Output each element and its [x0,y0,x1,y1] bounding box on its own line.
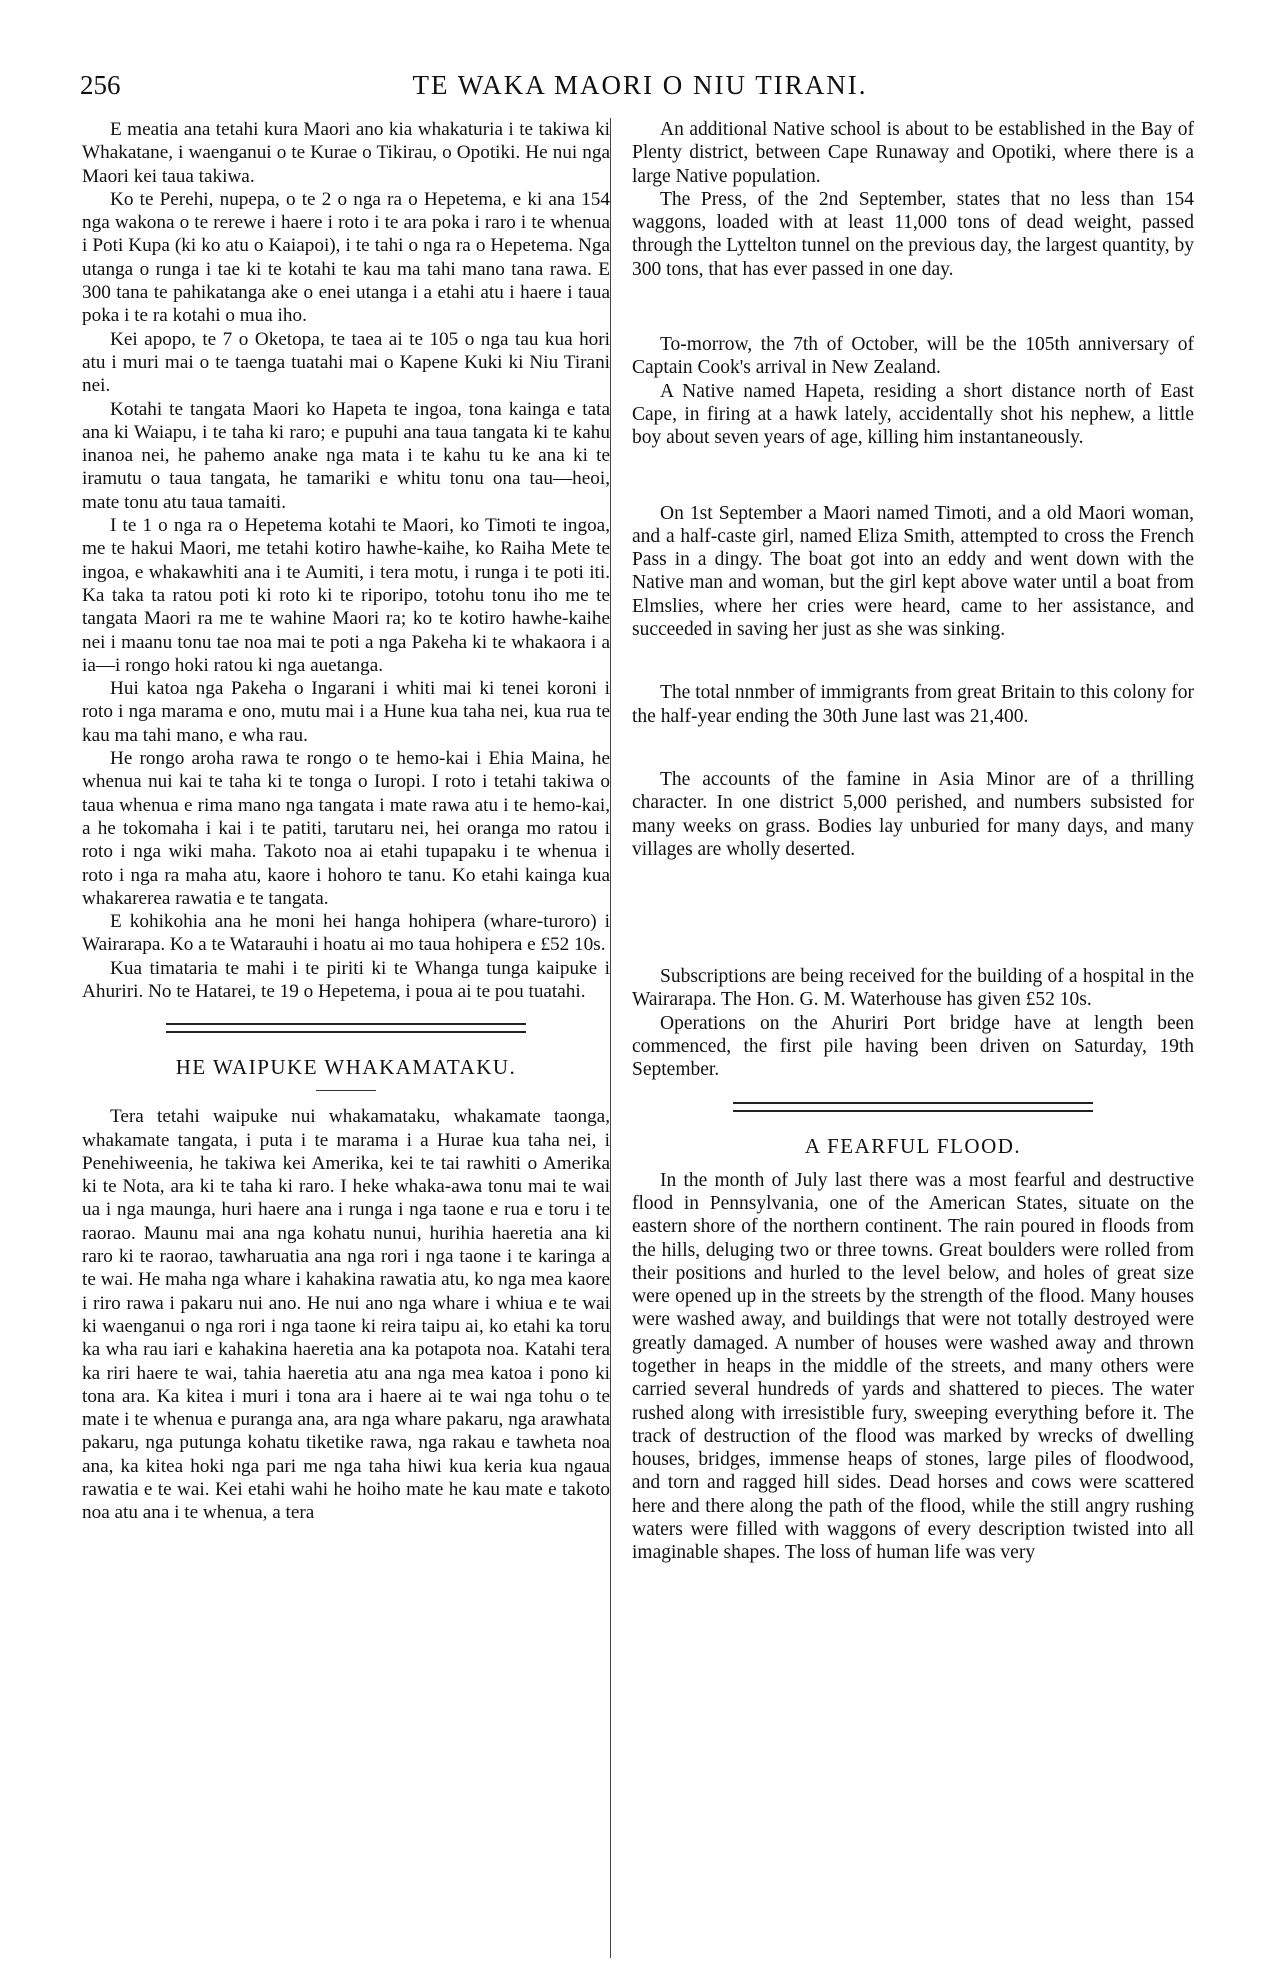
heading-rule [316,1090,376,1091]
article-paragraph: Tera tetahi waipuke nui whakamataku, whakamate taonga, whakamate tangata, i puta i te marama i a Hurae kua taha nei, i Penehiweenia, he takiwa kei Amerika, kei te tai rawhiti o Amerika ki te Nota, ara ki te taha ki raro. I heke whaka-awa tonu mai te wai ua i nga maunga, huri haere ana i runga i nga taone e rua e toru i te raorao. Maunu mai ana nga kohatu nunui, hurihia haeretia ana ki raro ki te raorao, tawharuatia ana nga rori i nga taone i te karinga a te wai. He maha nga whare i kahakina rawatia atu, ko nga mea kaore i riro rawa i pakaru nui ano. He nui ano nga whare i whiua e te wai ki waenganui o nga rori i nga taone ki reira taipu ai, ko etahi ka toru ka wha rau iari e kahakina haeretia ana ka potapota noa. Katahi tera ka riri haere te wai, tahia haeretia atu ana nga mea katoa i pono ki tona ara. Ka kitea i muri i tona ara i haere ai te wai nga tohu o te mate i te whenua e puranga ana, ara nga whare pakaru, nga arawhata pakaru, nga putunga kohatu tiketike rawa, nga rakau e tawheta noa ana, ka kitea hoki nga pari me nga taha hiwi kua keria kua ngaua rawatia e te wai. Kei etahi wahi he hoiho mate he kau mate e takoto noa atu ana i te whenua, a tera [82,1106,610,1524]
article-paragraph: Ko te Perehi, nupepa, o te 2 o nga ra o Hepetema, e ki ana 154 nga wakona o te rerewe i haere i roto i te ara poka i raro i te whenua i Poti Kupa (ki ko atu o Kaiapoi), i te tahi o nga ra o Hepetema. Nga utanga o runga i tae ki te kotahi te kau ma tahi mano tana rawa. E 300 tana te pahikatanga ake o enei utanga i a etahi atu i haere i taua poka i te ra kotahi o mua iho. [82,188,610,327]
article-paragraph: On 1st September a Maori named Timoti, and a old Maori woman, and a half-caste girl, named Eliza Smith, attempted to cross the French Pass in a dingy. The boat got into an eddy and went down with the Native man and woman, but the girl kept above water until a boat from Elmslies, where her cries were heard, came to her assistance, and succeeded in saving her just as she was sinking. [632,502,1194,641]
article-gap [632,641,1194,681]
article-gap [632,281,1194,333]
article-paragraph: Hui katoa nga Pakeha o Ingarani i whiti mai ki tenei koroni i roto i nga marama e ono, mutu mai i a Hune kua taha nei, kua rua te kau ma tahi mano, e wha rau. [82,678,610,746]
article-paragraph: Kotahi te tangata Maori ko Hapeta te ingoa, tona kainga e tata ana ki Waiapu, i te taha ki raro; e pupuhi ana taua tangata ki te kahu inanoa nei, he pahemo anake nga mata i te kahu tu ke ana ki te iramutu o taua tangata, he tamariki e whitu tonu ona tau—heoi, mate tonu atu taua tamaiti. [82,398,610,513]
section-heading: HE WAIPUKE WHAKAMATAKU. [175,1055,517,1080]
article-gap [632,861,1194,913]
page-header [80,70,1200,110]
article-gap [632,450,1194,502]
article-paragraph: Kua timataria te mahi i te piriti ki te Whanga tunga kaipuke i Ahuriri. No te Hatarei, te 19 o Hepetema, i poua ai te pou tuatahi. [82,957,610,1002]
section-divider [166,1023,526,1033]
article-paragraph: The total nnmber of immigrants from great Britain to this colony for the half-year ending the 30th June last was 21,400. [632,682,1194,727]
article-paragraph: E kohikohia ana he moni hei hanga hohipera (whare-turoro) i Wairarapa. Ko a te Watarauhi i hoatu ai mo taua hohipera e £52 10s. [82,911,610,956]
article-paragraph: An additional Native school is about to be established in the Bay of Plenty district, between Cape Runaway and Opotiki, where there is a large Native population. [632,119,1194,187]
article-paragraph: E meatia ana tetahi kura Maori ano kia whakaturia i te takiwa ki Whakatane, i waenganui o te Kurae o Tikirau, o Opotiki. He nui nga Maori kei taua takiwa. [82,119,610,187]
article-paragraph: I te 1 o nga ra o Hepetema kotahi te Maori, ko Timoti te ingoa, me te hakui Maori, me tetahi kotiro hawhe-kaihe, ko Raiha Mete te ingoa, e whakawhiti ana i te Aumiti, i tera motu, i runga i te poti iti. Ka taka ta ratou poti ki roto ki te riporipo, totohu tonu iho me te tangata Maori ra me te wahine Maori ra; ko te kotiro hawhe-kaihe nei i maanu tonu tae noa mai te poti a nga Pakeha ki te whakaora i a ia—i rongo hoki ratou ki nga auetanga. [82,515,610,676]
article-paragraph: Operations on the Ahuriri Port bridge have at length been commenced, the first pile having been driven on Saturday, 19th September. [632,1012,1194,1081]
article-paragraph: The accounts of the famine in Asia Minor are of a thrilling character. In one district 5,000 perished, and numbers subsisted for many weeks on grass. Bodies lay unburied for many days, and many villages are wholly deserted. [632,768,1194,860]
article-gap [632,728,1194,768]
article-paragraph: A Native named Hapeta, residing a short distance north of East Cape, in firing at a hawk lately, accidentally shot his nephew, a little boy about seven years of age, killing him instantaneously. [632,380,1194,449]
column-divider [610,118,611,1958]
article-paragraph: Subscriptions are being received for the building of a hospital in the Wairarapa. The Hon. G. M. Waterhouse has given £52 10s. [632,966,1194,1011]
section-divider [733,1102,1093,1112]
left-column [82,118,610,1525]
heading-gap [632,1159,1194,1169]
section-heading: A FEARFUL FLOOD. [804,1133,1022,1158]
article-paragraph: He rongo aroha rawa te rongo o te hemo-kai i Ehia Maina, he whenua nui kai te taha ki te tonga o Iuropi. I roto i tetahi takiwa o taua whenua e rima mano nga tangata i mate rawa atu i te hemo-kai, a he tokomaha i kai i te patiti, tarutaru nei, hei oranga mo ratou i roto i nga wiki maha. Takoto noa ai etahi tupapaku i te whenua i roto i nga ra maha atu, kaore i hohoro te tanu. Ko etahi kainga kua whakarerea rawatia e te tangata. [82,748,610,909]
running-title: TE WAKA MAORI O NIU TIRANI. [412,70,868,100]
right-column [632,118,1194,1565]
article-paragraph: The Press, of the 2nd September, states that no less than 154 waggons, loaded with at least 11,000 tons of dead weight, passed through the Lyttelton tunnel on the previous day, the largest quantity, by 300 tons, that has ever passed in one day. [632,188,1194,280]
article-gap [632,913,1194,965]
article-paragraph: To-morrow, the 7th of October, will be the 105th anniversary of Captain Cook's arrival in New Zealand. [632,334,1194,379]
article-paragraph: In the month of July last there was a most fearful and destructive flood in Pennsylvania, one of the American States, situate on the eastern shore of the northern continent. The rain poured in floods from the hills, deluging two or three towns. Great boulders were rolled from their positions and hurled to the level below, and holes of great size were opened up in the streets by the strength of the flood. Many houses were washed away, and buildings that were not totally destroyed were greatly damaged. A number of houses were washed away and thrown together in heaps in the middle of the streets, and many others were carried several hundreds of yards and shattered to pieces. The water rushed along with irresistible fury, sweeping everything before it. The track of destruction of the flood was marked by wrecks of dwelling houses, bridges, immense heaps of stones, large piles of floodwood, and torn and ragged hill sides. Dead horses and cows were scattered here and there along the path of the flood, while the still angry rushing waters were filled with waggons of every description twisted into all imaginable shapes. The loss of human life was very [632,1169,1194,1564]
article-paragraph: Kei apopo, te 7 o Oketopa, te taea ai te 105 o nga tau kua hori atu i muri mai o te taenga tuatahi mai o Kapene Kuki ki Niu Tirani nei. [82,328,610,397]
page-number: 256 [80,70,121,100]
